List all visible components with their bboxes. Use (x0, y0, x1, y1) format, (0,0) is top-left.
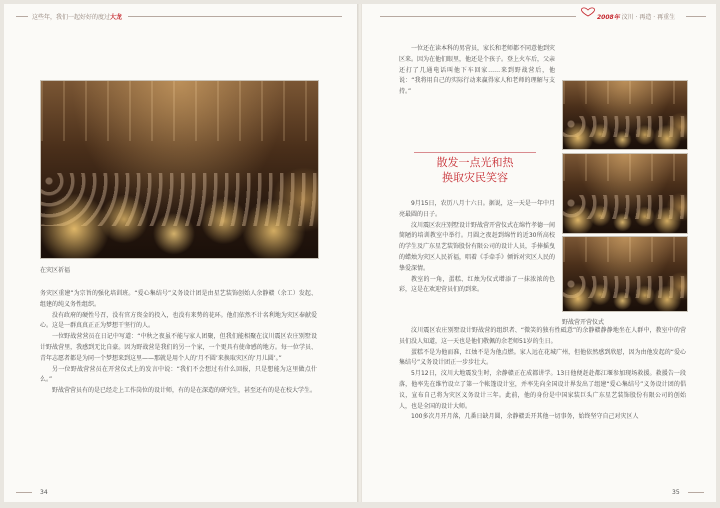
left-paragraph: 没有政府的硬性号召，没有官方资金的投入，也没有来势的花环。他们依然不计名利地为灾区奉献爱心。这是一群真真正正为梦想干坚行的人。 (40, 311, 317, 330)
header-rule-left (16, 16, 28, 17)
left-paragraph: 野战营营员有的是已经走上工作岗位的设计师，有的是在深造的研究生，甚至还有的是在校大学生。 (52, 387, 317, 395)
left-paragraph: 一位野战营营员在日记中写道：“中秋之夜虽不能与家人团聚，但我们能相聚在汶川震区农庄别墅设计野战营里，我感到无比自豪。因为野战营是我们的另一个家，一个更具有使命感的地方。每一位学员、青年志愿者都是为同一个梦想来到这里——那就是用个人的‘月不圆’来换取灾区的‘月儿圆’。” (40, 333, 317, 362)
right-narrow-paragraph: 教室的一角，蛋糕、红烛为仪式增添了一抹浓浓的色彩，这是在欢迎营员们的到来。 (399, 275, 555, 294)
right-full-paragraph: 汶川震区农庄别墅设计野战营的组织者、“微笑的独有性砥意”的余静赣静静地坐在人群中，教室中的营员们没人知道，这一天也是他们敬佩的余老师51岁的生日。 (399, 327, 686, 345)
right-narrow-text (399, 199, 555, 296)
page-number-left: 34 (40, 489, 48, 496)
right-intro-paragraph: 一位还在读本科的男营员，家长和老师都不同意他到灾区来。因为在他们眼里，他还是个孩子。登上火车后，父亲还打了几通电话叫他下车回家……来到野战营后，他说：“我将用自己的实际行动来赢得家人和老师的理解与支持。” (399, 45, 556, 96)
ceremony-caption: 野战营开营仪式 (562, 319, 605, 326)
ceremony-photo-top (562, 80, 688, 150)
right-full-paragraph: 蛋糕不是为他而准，红烛不是为他点燃。家人远在花城广州，但他依然感到欣慰，因为由他发起的“爱心集结号”义务设计团正一步步壮大。 (399, 348, 686, 367)
left-paragraph: 务灾区重建”为宗旨的强化培训班。“爱心集结号”义务设计团是由星艺装饰创始人余静赣（余工）发起、组建的纯义务性组织。 (40, 290, 317, 308)
candle-prayer-caption: 在灾区祈福 (40, 267, 71, 274)
page-number-rule-right (688, 492, 704, 493)
left-page-header (32, 12, 122, 21)
right-header-text: 汶川 · 再造 · 再重生 (621, 14, 676, 21)
page-number-right: 35 (672, 489, 680, 496)
section-heading-line1: 散发一点光和热 (436, 156, 514, 169)
page-number-rule-left (16, 492, 32, 493)
left-header-text: 这些年，我们一起好好的度过 (32, 14, 111, 21)
right-intro-text (399, 44, 555, 98)
ceremony-photo-bottom (562, 236, 688, 312)
header-rule-right (686, 16, 706, 17)
right-header-year: 2008年 (597, 14, 620, 21)
section-heading (414, 150, 536, 185)
right-full-text (399, 326, 686, 423)
left-header-accent: 大龙 (110, 14, 123, 21)
right-full-paragraph: 5月12日，汶川大地震发生时，余静赣正在成都讲学。13日他便赶赴都江堰参加现场救援。救援告一段落，他率先在维竹设立了第一个帐篷设计室，并率先向全国设计界发出了组建“爱心集结号”义务设计团的倡议，宣布自己将为灾区义务设计三年。此前，他的身份是中国家装巨头广东星艺装饰股份有限公司的创始人，也是全国的设计大师。 (399, 370, 686, 410)
right-narrow-paragraph: 9月15日，农历八月十六日。据说，这一天是一年中月亮最圆的日子。 (399, 200, 555, 218)
header-rule-right-long (380, 16, 576, 17)
candle-prayer-photo (40, 80, 319, 259)
right-full-paragraph: 100多次月开月落，几番日缺月圆，余静赣丢开其他一切事务，始终坚守自己对灾区人 (411, 413, 639, 421)
right-page-header (597, 12, 675, 21)
header-rule-left-long (128, 16, 342, 17)
left-body-text (40, 289, 317, 397)
heart-logo-icon (579, 7, 597, 17)
ceremony-photo-middle (562, 153, 688, 234)
section-heading-line2: 换取灾民笑容 (442, 171, 508, 184)
left-paragraph: 另一位野战营营员在开营仪式上的发言中说：“我们不会想过有什么回报，只是想能为这里做点什么。” (40, 365, 317, 384)
right-narrow-paragraph: 汶川震区农庄别墅设计野战营开营仪式在绵竹孝德一间简陋的培训教室中举行。月圆之夜赶到绵竹的近30所高校的学生及广东星艺装饰股份有限公司的设计人员，手捧摇曳的蜡烛为灾区人民祈福，唱着《手牵手》倾诉对灾区人民的挚爱深情。 (399, 221, 556, 272)
